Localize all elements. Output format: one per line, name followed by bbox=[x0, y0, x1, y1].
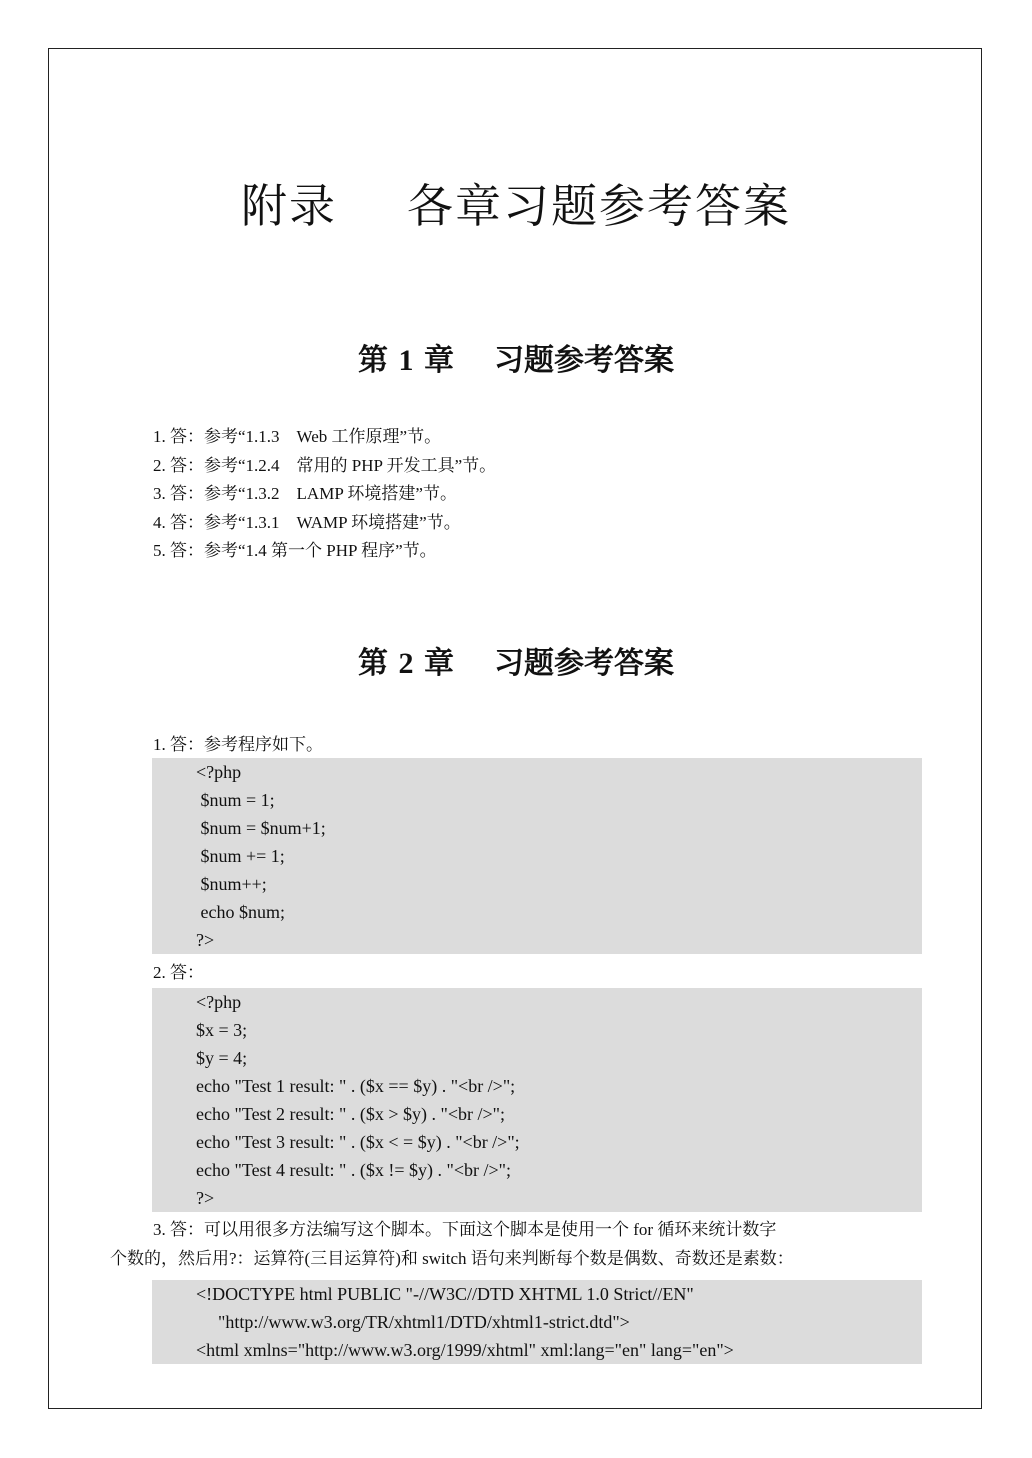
code-line: $x = 3; bbox=[196, 1020, 248, 1040]
question-3-line-1: 3. 答：可以用很多方法编写这个脚本。下面这个脚本是使用一个 for 循环来统计数字 bbox=[153, 1220, 777, 1239]
code-line: $num = 1; bbox=[196, 790, 275, 810]
code-line: <?php bbox=[196, 992, 242, 1012]
code-line: echo "Test 1 result: " . ($x == $y) . "<br />"; bbox=[196, 1076, 516, 1096]
code-line: $num = $num+1; bbox=[196, 818, 326, 838]
title-appendix: 附录 bbox=[241, 179, 337, 233]
code-line: <html xmlns="http://www.w3.org/1999/xhtml" xml:lang="en" lang="en"> bbox=[196, 1340, 734, 1360]
answer-line: 4. 答：参考“1.3.1 WAMP 环境搭建”节。 bbox=[153, 512, 461, 532]
code-line: echo "Test 2 result: " . ($x > $y) . "<br />"; bbox=[196, 1104, 506, 1124]
code-line: <?php bbox=[196, 762, 242, 782]
code-line: echo "Test 4 result: " . ($x != $y) . "<br />"; bbox=[196, 1160, 512, 1180]
answer-line: 1. 答：参考“1.1.3 Web 工作原理”节。 bbox=[153, 427, 442, 446]
code-line: $y = 4; bbox=[196, 1048, 248, 1068]
answer-line: 3. 答：参考“1.3.2 LAMP 环境搭建”节。 bbox=[153, 484, 457, 503]
title-answers: 各章习题参考答案 bbox=[407, 179, 791, 233]
code-line: ?> bbox=[196, 930, 215, 950]
code-block-1 bbox=[152, 758, 922, 954]
code-block-3 bbox=[152, 1280, 922, 1364]
answer-line: 2. 答：参考“1.2.4 常用的 PHP 开发工具”节。 bbox=[153, 455, 497, 475]
question-1-label: 1. 答：参考程序如下。 bbox=[153, 735, 323, 754]
question-2-label: 2. 答： bbox=[153, 963, 204, 982]
answer-line: 5. 答：参考“1.4 第一个 PHP 程序”节。 bbox=[153, 541, 437, 560]
chapter-1-answers bbox=[153, 423, 923, 566]
code-line: ?> bbox=[196, 1188, 215, 1208]
chapter-2-heading: 第 2 章 习题参考答案 bbox=[358, 646, 674, 681]
code-line: $num++; bbox=[196, 874, 267, 894]
code-line: echo $num; bbox=[196, 902, 285, 922]
code-line: "http://www.w3.org/TR/xhtml1/DTD/xhtml1-strict.dtd"> bbox=[218, 1312, 630, 1332]
code-line: <!DOCTYPE html PUBLIC "-//W3C//DTD XHTML 1.0 Strict//EN" bbox=[196, 1284, 694, 1304]
chapter-1-heading: 第 1 章 习题参考答案 bbox=[358, 343, 674, 378]
code-line: $num += 1; bbox=[196, 846, 285, 866]
code-line: echo "Test 3 result: " . ($x < = $y) . "<br />"; bbox=[196, 1132, 520, 1152]
code-block-2 bbox=[152, 988, 922, 1212]
question-3-line-2: 个数的，然后用?：运算符(三目运算符)和 switch 语句来判断每个数是偶数、奇数还是素数： bbox=[110, 1248, 794, 1268]
page-title bbox=[0, 170, 1032, 236]
question-3-text bbox=[110, 1216, 922, 1273]
